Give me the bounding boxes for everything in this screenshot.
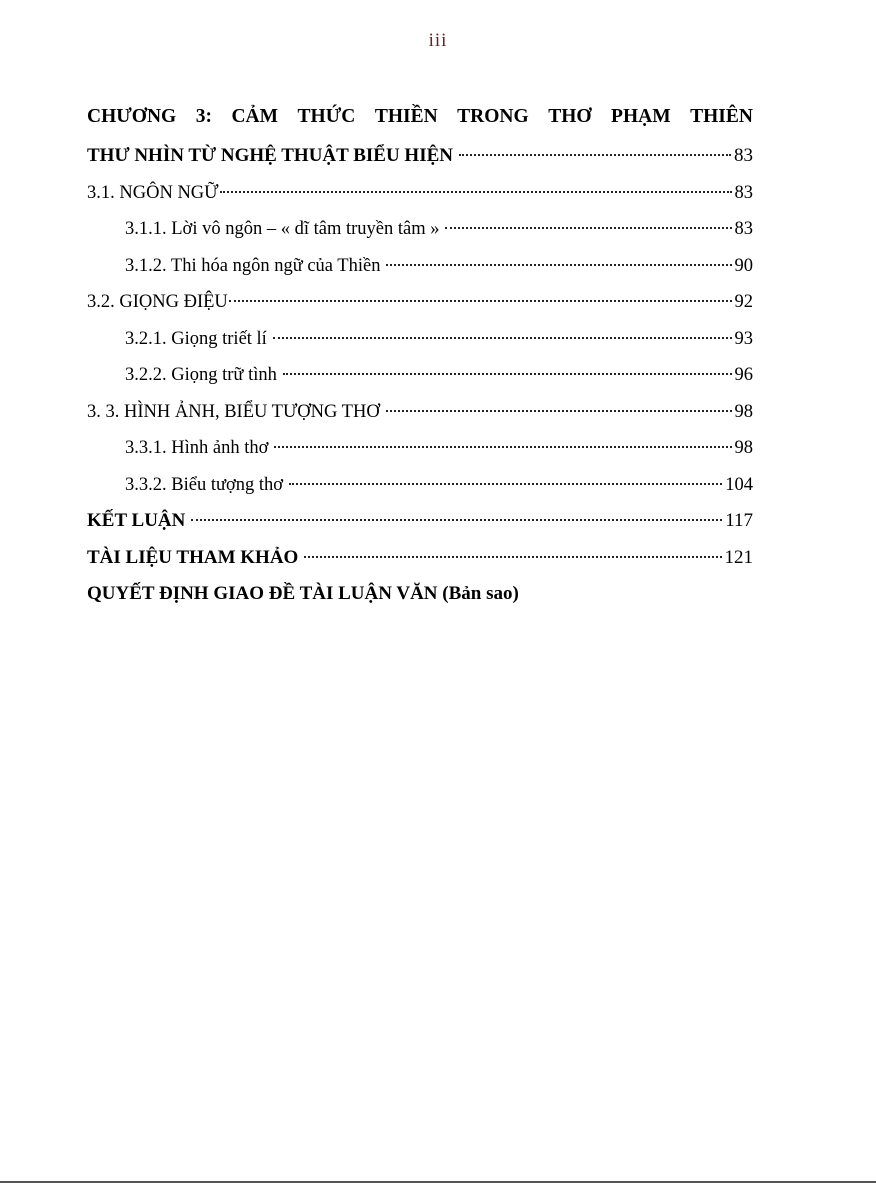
table-of-contents <box>87 101 753 613</box>
toc-entry-label: 3.3.1. Hình ảnh thơ <box>125 438 269 458</box>
toc-entry-references[interactable] <box>87 540 753 577</box>
toc-entry-3-3-2[interactable] <box>87 467 753 504</box>
chapter-title-word: THỨC <box>297 106 356 127</box>
toc-entry-3-2-1[interactable] <box>87 321 753 358</box>
dot-leader <box>191 519 722 521</box>
chapter-title-word: THIÊN <box>690 106 753 127</box>
dot-leader <box>304 556 721 558</box>
toc-entry-label: 3.1. NGÔN NGỮ <box>87 182 219 203</box>
toc-entry-label: QUYẾT ĐỊNH GIAO ĐỀ TÀI LUẬN VĂN (Bản sao) <box>87 583 519 604</box>
dot-leader <box>289 483 722 485</box>
toc-entry-page: 83 <box>734 182 753 203</box>
dot-leader <box>386 264 731 266</box>
chapter-title-word: 3: <box>195 106 212 127</box>
dot-leader <box>274 446 731 448</box>
page-bottom-border <box>0 1181 876 1183</box>
toc-entry-page: 117 <box>725 510 753 531</box>
toc-entry-3-2-2[interactable] <box>87 357 753 394</box>
toc-entry-label: 3. 3. HÌNH ẢNH, BIỂU TƯỢNG THƠ <box>87 401 380 422</box>
chapter-3-title-line-1 <box>87 101 753 138</box>
toc-entry-page: 83 <box>734 219 753 239</box>
dot-leader <box>386 410 732 412</box>
toc-entry-conclusion[interactable] <box>87 503 753 540</box>
toc-entry-3-1[interactable] <box>87 175 753 212</box>
toc-entry-label: TÀI LIỆU THAM KHẢO <box>87 546 299 568</box>
toc-entry-label: 3.2.1. Giọng triết lí <box>125 328 267 349</box>
toc-entry-thesis-decision[interactable] <box>87 576 753 613</box>
toc-entry-label: THƯ NHÌN TỪ NGHỆ THUẬT BIỂU HIỆN <box>87 145 454 166</box>
chapter-title-word: CẢM <box>231 106 279 127</box>
dot-leader <box>273 337 732 339</box>
chapter-title-word: TRONG <box>457 106 529 127</box>
page-number: iii <box>428 30 448 51</box>
dot-leader <box>459 154 731 156</box>
dot-leader <box>445 227 731 229</box>
toc-entry-label: 3.2.2. Giọng trữ tình <box>125 365 277 385</box>
toc-entry-page: 83 <box>734 145 753 166</box>
dot-leader <box>229 300 732 302</box>
toc-entry-page: 93 <box>734 328 753 349</box>
toc-entry-3-2[interactable] <box>87 284 753 321</box>
toc-entry-page: 104 <box>725 474 753 495</box>
toc-entry-label: KẾT LUẬN <box>87 510 186 531</box>
toc-entry-page: 98 <box>734 401 753 422</box>
toc-entry-3-1-2[interactable] <box>87 248 753 285</box>
toc-entry-page: 90 <box>734 255 753 276</box>
chapter-title-word: THƠ <box>548 106 592 127</box>
toc-entry-page: 121 <box>724 546 753 568</box>
toc-entry-label: 3.1.1. Lời vô ngôn – « dĩ tâm truyền tâm » <box>125 219 440 239</box>
toc-entry-label: 3.1.2. Thi hóa ngôn ngữ của Thiền <box>125 255 381 276</box>
toc-entry-page: 98 <box>734 438 753 458</box>
toc-entry-page: 96 <box>734 365 753 385</box>
toc-entry-3-1-1[interactable] <box>87 211 753 248</box>
toc-entry-label: 3.2. GIỌNG ĐIỆU <box>87 292 228 312</box>
dot-leader <box>283 373 732 375</box>
chapter-title-word: THIỀN <box>374 106 438 127</box>
toc-entry-chapter-3[interactable] <box>87 138 753 175</box>
chapter-title-word: CHƯƠNG <box>87 106 177 127</box>
toc-entry-3-3-1[interactable] <box>87 430 753 467</box>
toc-entry-3-3[interactable] <box>87 394 753 431</box>
toc-entry-page: 92 <box>734 292 753 312</box>
chapter-title-word: PHẠM <box>611 106 671 127</box>
toc-entry-label: 3.3.2. Biểu tượng thơ <box>125 474 284 495</box>
dot-leader <box>220 191 732 193</box>
